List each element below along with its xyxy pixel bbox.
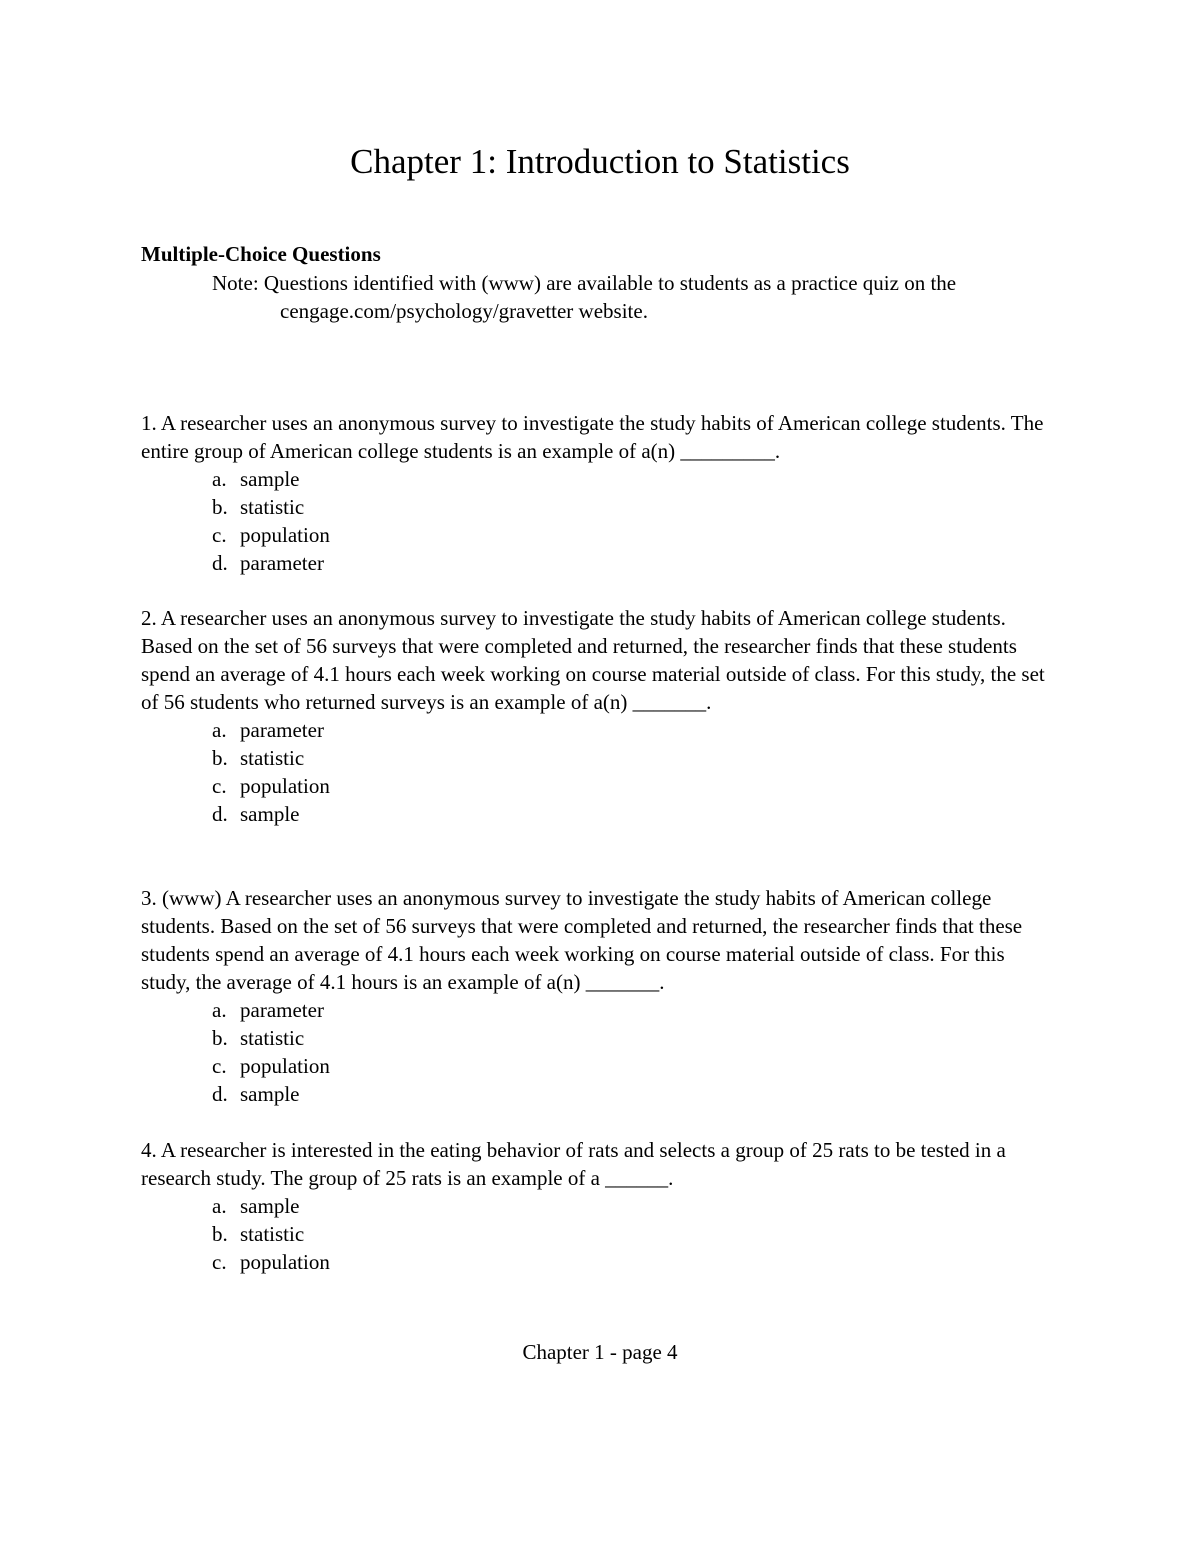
option-letter: d. [212,551,228,575]
option-text: statistic [240,1222,305,1246]
option-letter: c. [212,1054,227,1078]
option-c [212,1248,1056,1276]
option-letter: a. [212,718,227,742]
option-letter: c. [212,774,227,798]
question-2 [141,604,1056,828]
page-title: Chapter 1: Introduction to Statistics [350,142,850,181]
option-letter: d. [212,1082,228,1106]
option-letter: c. [212,523,227,547]
question-stem: 4. A researcher is interested in the eating behavior of rats and selects a group of 25 rats to be tested in a research study. The group of 25 rats is an example of a ______. [141,1138,1006,1190]
note [212,269,1072,325]
option-text: statistic [240,746,305,770]
option-letter: b. [212,1026,228,1050]
option-d [212,1080,1056,1108]
option-letter: d. [212,802,228,826]
option-text: parameter [240,998,324,1022]
question-stem: 2. A researcher uses an anonymous survey to investigate the study habits of American college students. Based on the set of 56 surveys that were completed and returned, the researcher finds that these students spend an average of 4.1 hours each week working on course material outside of class. For this study, the set of 56 students who returned surveys is an example of a(n) _______. [141,606,1045,714]
question-stem: 1. A researcher uses an anonymous survey to investigate the study habits of American college students. The entire group of American college students is an example of a(n) _________. [141,411,1044,463]
option-letter: b. [212,495,228,519]
option-b [212,1024,1056,1052]
option-letter: b. [212,746,228,770]
option-b [212,744,1056,772]
option-a [212,996,1056,1024]
option-a [212,1192,1056,1220]
option-letter: a. [212,1194,227,1218]
option-text: population [240,1054,330,1078]
option-letter: a. [212,467,227,491]
option-c [212,521,1056,549]
option-c [212,772,1056,800]
option-letter: b. [212,1222,228,1246]
option-letter: a. [212,998,227,1022]
option-letter: c. [212,1250,227,1274]
section-heading: Multiple-Choice Questions [141,242,381,266]
question-3 [141,884,1056,1108]
option-text: population [240,1250,330,1274]
options-list [141,465,1056,577]
option-text: sample [240,467,300,491]
options-list [141,996,1056,1108]
option-text: sample [240,1082,300,1106]
note-line-1: Note: Questions identified with (www) are available to students as a practice quiz on the [212,271,957,295]
option-text: sample [240,802,300,826]
option-text: statistic [240,1026,305,1050]
question-1 [141,409,1056,577]
option-text: parameter [240,551,324,575]
option-a [212,716,1056,744]
option-b [212,493,1056,521]
page-footer: Chapter 1 - page 4 [522,1340,678,1364]
option-b [212,1220,1056,1248]
option-text: sample [240,1194,300,1218]
note-line-2: cengage.com/psychology/gravetter website. [280,299,648,323]
question-stem: 3. (www) A researcher uses an anonymous survey to investigate the study habits of American college students. Based on the set of 56 surveys that were completed and returned, the researcher finds that these students spend an average of 4.1 hours each week working on course material outside of class. For this study, the average of 4.1 hours is an example of a(n) _______. [141,886,1023,994]
option-c [212,1052,1056,1080]
options-list [141,716,1056,828]
option-d [212,549,1056,577]
option-text: population [240,774,330,798]
options-list [141,1192,1056,1276]
question-4 [141,1136,1056,1276]
option-text: statistic [240,495,305,519]
option-d [212,800,1056,828]
option-a [212,465,1056,493]
option-text: population [240,523,330,547]
option-text: parameter [240,718,324,742]
